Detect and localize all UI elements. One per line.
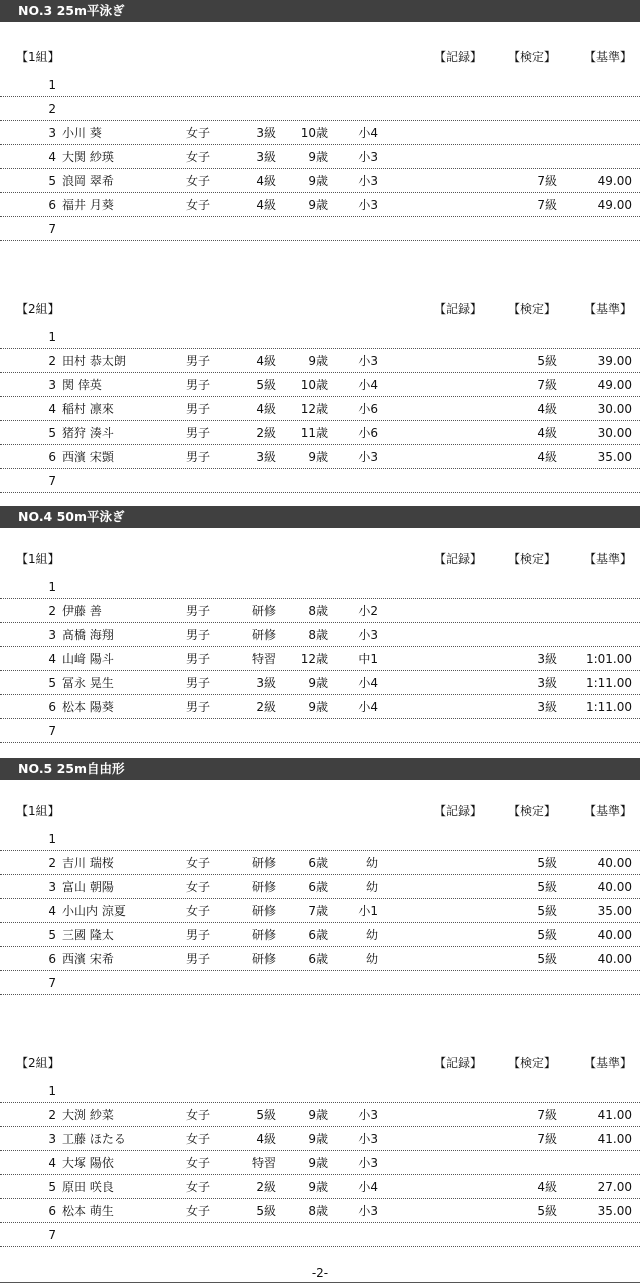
age: 9歳 bbox=[308, 150, 328, 164]
school-year: 小3 bbox=[358, 354, 378, 368]
column-header-record: 【記録】 bbox=[434, 302, 483, 316]
standard-time: 40.00 bbox=[597, 952, 632, 966]
level: 特習 bbox=[251, 1156, 276, 1170]
standard-time: 40.00 bbox=[597, 928, 632, 942]
standard-time: 39.00 bbox=[597, 354, 632, 368]
standard-time: 1:01.00 bbox=[585, 652, 632, 666]
swimmer-name: 工藤 ほたる bbox=[62, 1132, 126, 1146]
level: 3級 bbox=[256, 450, 276, 464]
table-row bbox=[0, 121, 640, 145]
age: 7歳 bbox=[308, 904, 328, 918]
gender: 男子 bbox=[186, 402, 211, 416]
school-year: 小3 bbox=[358, 1156, 378, 1170]
gender: 女子 bbox=[186, 1156, 211, 1170]
lane-number: 7 bbox=[48, 474, 56, 488]
table-row bbox=[0, 193, 640, 217]
table-row bbox=[0, 397, 640, 421]
school-year: 小4 bbox=[358, 126, 378, 140]
gender: 女子 bbox=[186, 1108, 211, 1122]
lane-number: 1 bbox=[48, 1084, 56, 1098]
lane-number: 6 bbox=[48, 1204, 56, 1218]
school-year: 小3 bbox=[358, 198, 378, 212]
lane-number: 6 bbox=[48, 952, 56, 966]
grade-check: 5級 bbox=[537, 904, 557, 918]
swimmer-name: 関 倖英 bbox=[62, 378, 102, 392]
standard-time: 49.00 bbox=[597, 378, 632, 392]
age: 9歳 bbox=[308, 1180, 328, 1194]
table-row bbox=[0, 875, 640, 899]
gender: 男子 bbox=[186, 628, 211, 642]
level: 3級 bbox=[256, 126, 276, 140]
table-row bbox=[0, 469, 640, 493]
swimmer-name: 大塚 陽依 bbox=[62, 1156, 114, 1170]
swimmer-name: 三國 隆太 bbox=[62, 928, 114, 942]
lane-number: 3 bbox=[48, 126, 56, 140]
swimmer-name: 浪岡 翠希 bbox=[62, 174, 114, 188]
gender: 女子 bbox=[186, 1180, 211, 1194]
lane-number: 3 bbox=[48, 378, 56, 392]
lane-number: 5 bbox=[48, 174, 56, 188]
lane-number: 4 bbox=[48, 904, 56, 918]
swimmer-name: 西濱 宋希 bbox=[62, 952, 114, 966]
column-header-grade-check: 【検定】 bbox=[508, 302, 557, 316]
level: 研修 bbox=[251, 952, 276, 966]
school-year: 幼 bbox=[365, 928, 378, 942]
level: 5級 bbox=[256, 1204, 276, 1218]
lane-number: 7 bbox=[48, 222, 56, 236]
page-number: -2- bbox=[311, 1266, 329, 1280]
gender: 男子 bbox=[186, 604, 211, 618]
gender: 男子 bbox=[186, 952, 211, 966]
age: 8歳 bbox=[308, 1204, 328, 1218]
school-year: 小1 bbox=[358, 904, 378, 918]
table-row bbox=[0, 1199, 640, 1223]
age: 9歳 bbox=[308, 198, 328, 212]
level: 4級 bbox=[256, 198, 276, 212]
age: 6歳 bbox=[308, 952, 328, 966]
age: 9歳 bbox=[308, 1108, 328, 1122]
level: 研修 bbox=[251, 880, 276, 894]
table-row bbox=[0, 97, 640, 121]
school-year: 幼 bbox=[365, 952, 378, 966]
standard-time: 27.00 bbox=[597, 1180, 632, 1194]
table-row bbox=[0, 851, 640, 875]
gender: 女子 bbox=[186, 126, 211, 140]
age: 6歳 bbox=[308, 928, 328, 942]
group-label: 【1組】 bbox=[16, 552, 60, 566]
column-header-standard: 【基準】 bbox=[584, 1056, 633, 1070]
lane-number: 3 bbox=[48, 880, 56, 894]
lane-number: 4 bbox=[48, 652, 56, 666]
swimmer-name: 西濱 宋顗 bbox=[62, 450, 114, 464]
lane-number: 2 bbox=[48, 102, 56, 116]
grade-check: 5級 bbox=[537, 880, 557, 894]
column-header-record: 【記録】 bbox=[434, 804, 483, 818]
level: 3級 bbox=[256, 150, 276, 164]
lane-number: 5 bbox=[48, 928, 56, 942]
school-year: 幼 bbox=[365, 880, 378, 894]
age: 12歳 bbox=[300, 402, 328, 416]
school-year: 幼 bbox=[365, 856, 378, 870]
standard-time: 1:11.00 bbox=[585, 676, 632, 690]
grade-check: 5級 bbox=[537, 928, 557, 942]
lane-number: 2 bbox=[48, 604, 56, 618]
level: 4級 bbox=[256, 354, 276, 368]
column-header-grade-check: 【検定】 bbox=[508, 804, 557, 818]
event-header: NO.3 25m平泳ぎ bbox=[0, 0, 640, 22]
group-label: 【1組】 bbox=[16, 50, 60, 64]
grade-check: 3級 bbox=[537, 700, 557, 714]
level: 研修 bbox=[251, 604, 276, 618]
swimmer-name: 福井 月葵 bbox=[62, 198, 114, 212]
lane-number: 7 bbox=[48, 724, 56, 738]
school-year: 小3 bbox=[358, 450, 378, 464]
level: 3級 bbox=[256, 676, 276, 690]
grade-check: 5級 bbox=[537, 952, 557, 966]
swimmer-name: 松本 萌生 bbox=[62, 1204, 114, 1218]
event-header: NO.5 25m自由形 bbox=[0, 758, 640, 780]
gender: 男子 bbox=[186, 700, 211, 714]
grade-check: 7級 bbox=[537, 378, 557, 392]
school-year: 小6 bbox=[358, 402, 378, 416]
lane-number: 5 bbox=[48, 426, 56, 440]
standard-time: 49.00 bbox=[597, 174, 632, 188]
standard-time: 1:11.00 bbox=[585, 700, 632, 714]
age: 9歳 bbox=[308, 1156, 328, 1170]
table-row bbox=[0, 923, 640, 947]
school-year: 小3 bbox=[358, 628, 378, 642]
level: 研修 bbox=[251, 856, 276, 870]
column-header-standard: 【基準】 bbox=[584, 552, 633, 566]
swimmer-name: 猪狩 湊斗 bbox=[62, 426, 114, 440]
swimmer-name: 富山 朝陽 bbox=[62, 880, 114, 894]
gender: 女子 bbox=[186, 904, 211, 918]
lane-number: 3 bbox=[48, 1132, 56, 1146]
table-row bbox=[0, 1223, 640, 1247]
gender: 女子 bbox=[186, 880, 211, 894]
table-row bbox=[0, 671, 640, 695]
age: 8歳 bbox=[308, 604, 328, 618]
lane-number: 2 bbox=[48, 1108, 56, 1122]
table-row bbox=[0, 1103, 640, 1127]
gender: 男子 bbox=[186, 354, 211, 368]
row-separator bbox=[0, 1246, 640, 1247]
grade-check: 7級 bbox=[537, 1132, 557, 1146]
swimmer-name: 大関 紗瑛 bbox=[62, 150, 114, 164]
swimmer-name: 稲村 凛來 bbox=[62, 402, 114, 416]
lane-number: 7 bbox=[48, 976, 56, 990]
level: 5級 bbox=[256, 1108, 276, 1122]
table-row bbox=[0, 373, 640, 397]
table-row bbox=[0, 349, 640, 373]
table-row bbox=[0, 169, 640, 193]
gender: 男子 bbox=[186, 450, 211, 464]
level: 5級 bbox=[256, 378, 276, 392]
table-row bbox=[0, 421, 640, 445]
table-row bbox=[0, 695, 640, 719]
gender: 女子 bbox=[186, 150, 211, 164]
table-row bbox=[0, 971, 640, 995]
age: 9歳 bbox=[308, 354, 328, 368]
column-header-standard: 【基準】 bbox=[584, 50, 633, 64]
level: 2級 bbox=[256, 700, 276, 714]
column-header-record: 【記録】 bbox=[434, 1056, 483, 1070]
school-year: 小4 bbox=[358, 676, 378, 690]
school-year: 小4 bbox=[358, 1180, 378, 1194]
gender: 男子 bbox=[186, 378, 211, 392]
table-row bbox=[0, 1151, 640, 1175]
school-year: 小4 bbox=[358, 700, 378, 714]
standard-time: 41.00 bbox=[597, 1108, 632, 1122]
school-year: 小3 bbox=[358, 1108, 378, 1122]
table-row bbox=[0, 719, 640, 743]
grade-check: 3級 bbox=[537, 652, 557, 666]
standard-time: 40.00 bbox=[597, 880, 632, 894]
school-year: 小2 bbox=[358, 604, 378, 618]
column-header-grade-check: 【検定】 bbox=[508, 1056, 557, 1070]
grade-check: 3級 bbox=[537, 676, 557, 690]
group-label: 【1組】 bbox=[16, 804, 60, 818]
standard-time: 40.00 bbox=[597, 856, 632, 870]
age: 6歳 bbox=[308, 856, 328, 870]
swimmer-name: 小山内 涼夏 bbox=[62, 904, 126, 918]
table-row bbox=[0, 899, 640, 923]
swimmer-name: 小川 葵 bbox=[62, 126, 102, 140]
row-separator bbox=[0, 742, 640, 743]
grade-check: 7級 bbox=[537, 198, 557, 212]
event-header: NO.4 50m平泳ぎ bbox=[0, 506, 640, 528]
level: 研修 bbox=[251, 904, 276, 918]
swimmer-name: 田村 恭太朗 bbox=[62, 354, 126, 368]
bottom-rule bbox=[0, 1282, 640, 1283]
level: 4級 bbox=[256, 402, 276, 416]
school-year: 小3 bbox=[358, 150, 378, 164]
table-row bbox=[0, 1127, 640, 1151]
gender: 男子 bbox=[186, 426, 211, 440]
level: 研修 bbox=[251, 628, 276, 642]
table-row bbox=[0, 827, 640, 851]
age: 10歳 bbox=[300, 378, 328, 392]
age: 9歳 bbox=[308, 676, 328, 690]
gender: 女子 bbox=[186, 856, 211, 870]
standard-time: 30.00 bbox=[597, 402, 632, 416]
age: 9歳 bbox=[308, 700, 328, 714]
table-row bbox=[0, 145, 640, 169]
swimmer-name: 松本 陽葵 bbox=[62, 700, 114, 714]
lane-number: 1 bbox=[48, 330, 56, 344]
table-row bbox=[0, 1079, 640, 1103]
standard-time: 35.00 bbox=[597, 1204, 632, 1218]
standard-time: 49.00 bbox=[597, 198, 632, 212]
age: 6歳 bbox=[308, 880, 328, 894]
level: 研修 bbox=[251, 928, 276, 942]
lane-number: 1 bbox=[48, 580, 56, 594]
school-year: 小6 bbox=[358, 426, 378, 440]
table-row bbox=[0, 445, 640, 469]
group-label: 【2組】 bbox=[16, 302, 60, 316]
gender: 男子 bbox=[186, 676, 211, 690]
level: 2級 bbox=[256, 426, 276, 440]
age: 12歳 bbox=[300, 652, 328, 666]
lane-number: 1 bbox=[48, 832, 56, 846]
age: 9歳 bbox=[308, 1132, 328, 1146]
lane-number: 1 bbox=[48, 78, 56, 92]
table-row bbox=[0, 1175, 640, 1199]
table-row bbox=[0, 623, 640, 647]
lane-number: 2 bbox=[48, 354, 56, 368]
grade-check: 5級 bbox=[537, 1204, 557, 1218]
column-header-grade-check: 【検定】 bbox=[508, 50, 557, 64]
column-header-standard: 【基準】 bbox=[584, 804, 633, 818]
grade-check: 4級 bbox=[537, 450, 557, 464]
lane-number: 5 bbox=[48, 676, 56, 690]
table-row bbox=[0, 325, 640, 349]
table-row bbox=[0, 599, 640, 623]
gender: 男子 bbox=[186, 928, 211, 942]
row-separator bbox=[0, 240, 640, 241]
table-row bbox=[0, 217, 640, 241]
age: 11歳 bbox=[300, 426, 328, 440]
grade-check: 7級 bbox=[537, 1108, 557, 1122]
standard-time: 35.00 bbox=[597, 450, 632, 464]
gender: 男子 bbox=[186, 652, 211, 666]
school-year: 小4 bbox=[358, 378, 378, 392]
column-header-grade-check: 【検定】 bbox=[508, 552, 557, 566]
lane-number: 4 bbox=[48, 402, 56, 416]
age: 8歳 bbox=[308, 628, 328, 642]
gender: 女子 bbox=[186, 174, 211, 188]
swimmer-name: 髙橋 海翔 bbox=[62, 628, 114, 642]
swimmer-name: 伊藤 善 bbox=[62, 604, 102, 618]
lane-number: 4 bbox=[48, 150, 56, 164]
row-separator bbox=[0, 994, 640, 995]
table-row bbox=[0, 575, 640, 599]
swimmer-name: 原田 咲良 bbox=[62, 1180, 114, 1194]
lane-number: 5 bbox=[48, 1180, 56, 1194]
column-header-record: 【記録】 bbox=[434, 552, 483, 566]
school-year: 中1 bbox=[358, 652, 378, 666]
grade-check: 7級 bbox=[537, 174, 557, 188]
grade-check: 4級 bbox=[537, 426, 557, 440]
standard-time: 41.00 bbox=[597, 1132, 632, 1146]
age: 10歳 bbox=[300, 126, 328, 140]
group-label: 【2組】 bbox=[16, 1056, 60, 1070]
grade-check: 4級 bbox=[537, 402, 557, 416]
school-year: 小3 bbox=[358, 174, 378, 188]
lane-number: 2 bbox=[48, 856, 56, 870]
lane-number: 3 bbox=[48, 628, 56, 642]
age: 9歳 bbox=[308, 174, 328, 188]
level: 特習 bbox=[251, 652, 276, 666]
lane-number: 6 bbox=[48, 700, 56, 714]
level: 4級 bbox=[256, 1132, 276, 1146]
level: 2級 bbox=[256, 1180, 276, 1194]
swimmer-name: 冨永 晃生 bbox=[62, 676, 114, 690]
standard-time: 30.00 bbox=[597, 426, 632, 440]
lane-number: 6 bbox=[48, 198, 56, 212]
gender: 女子 bbox=[186, 198, 211, 212]
table-row bbox=[0, 73, 640, 97]
row-separator bbox=[0, 492, 640, 493]
swimmer-name: 山﨑 陽斗 bbox=[62, 652, 114, 666]
lane-number: 7 bbox=[48, 1228, 56, 1242]
swimmer-name: 大渕 紗菜 bbox=[62, 1108, 114, 1122]
level: 4級 bbox=[256, 174, 276, 188]
grade-check: 4級 bbox=[537, 1180, 557, 1194]
table-row bbox=[0, 647, 640, 671]
table-row bbox=[0, 947, 640, 971]
standard-time: 35.00 bbox=[597, 904, 632, 918]
swimmer-name: 吉川 瑞桜 bbox=[62, 856, 114, 870]
school-year: 小3 bbox=[358, 1132, 378, 1146]
age: 9歳 bbox=[308, 450, 328, 464]
column-header-standard: 【基準】 bbox=[584, 302, 633, 316]
grade-check: 5級 bbox=[537, 354, 557, 368]
grade-check: 5級 bbox=[537, 856, 557, 870]
gender: 女子 bbox=[186, 1132, 211, 1146]
gender: 女子 bbox=[186, 1204, 211, 1218]
column-header-record: 【記録】 bbox=[434, 50, 483, 64]
lane-number: 6 bbox=[48, 450, 56, 464]
lane-number: 4 bbox=[48, 1156, 56, 1170]
school-year: 小3 bbox=[358, 1204, 378, 1218]
